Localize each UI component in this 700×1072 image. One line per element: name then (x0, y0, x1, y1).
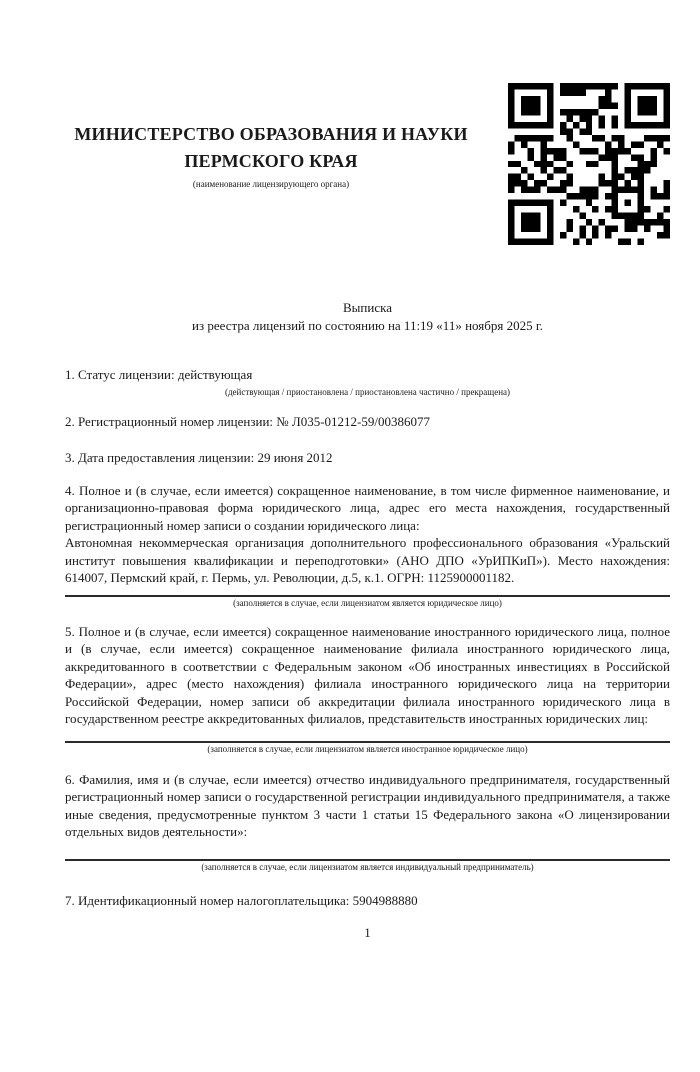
legal-entity-intro: 4. Полное и (в случае, если имеется) сокращенное наименование, в том числе фирменное наименование, и организационно-правовая форма юридического лица, адрес его места нахождения, государственный регистрационный номер записи о создании юридического лица: (65, 482, 670, 533)
license-extract-page (0, 83, 700, 1072)
page-number: 1 (364, 925, 371, 940)
license-status-caption: (действующая / приостановлена / приостановлена частично / прекращена) (224, 386, 511, 397)
document-title-line1: Выписка (343, 300, 392, 315)
taxpayer-inn: 7. Идентификационный номер налогоплательщика: 5904988880 (65, 892, 418, 908)
license-status: 1. Статус лицензии: действующая (65, 367, 253, 382)
individual-entrepreneur-field-line (65, 859, 670, 861)
individual-entrepreneur-section: 6. Фамилия, имя и (в случае, если имеется) отчество индивидуального предпринимателя, государственный регистрационный номер записи о государственной регистрации индивидуального предпринимателя, а также иные сведения, предусмотренные пунктом 3 части 1 статьи 15 Федерального закона «О лицензировании отдельных видов деятельности»: (65, 771, 670, 839)
legal-entity-field-line (65, 595, 670, 597)
qr-code-svg (508, 83, 670, 245)
grant-date: 3. Дата предоставления лицензии: 29 июня 2012 (65, 450, 333, 465)
qr-code (508, 83, 670, 245)
legal-entity-section (65, 482, 670, 587)
ministry-name-line2: ПЕРМСКОГО КРАЯ (184, 151, 358, 171)
legal-entity-caption: (заполняется в случае, если лицензиатом является юридическое лицо) (233, 597, 502, 608)
legal-entity-value: Автономная некоммерческая организация дополнительного профессионального образования «Уральский институт повышения квалификации и переподготовки» (АНО ДПО «УрИПКиП»). Место нахождения: 614007, Пермский край, г. Пермь, ул. Революции, д.5, к.1. ОГРН: 1125900001182. (65, 535, 670, 585)
document-header (65, 83, 670, 299)
ministry-name-line1: МИНИСТЕРСТВО ОБРАЗОВАНИЯ И НАУКИ (74, 124, 468, 144)
foreign-entity-section: 5. Полное и (в случае, если имеется) сокращенное наименование иностранного юридического лица, полное и (в случае, если имеется) сокращенное наименование филиала иностранного юридического лица, аккредитованного в соответствии с Федеральным законом «Об иностранных инвестициях в Российской Федерации», адрес (место нахождения) филиала иностранного юридического лица на территории Российской Федерации, номер записи об аккредитации филиала иностранного юридического лица в государственном реестре аккредитованных филиалов, представительств иностранных юридических лиц: (65, 623, 670, 726)
individual-entrepreneur-caption: (заполняется в случае, если лицензиатом является индивидуальный предприниматель) (201, 861, 534, 872)
document-title (65, 299, 670, 334)
document-title-line2: из реестра лицензий по состоянию на 11:19 «11» ноября 2025 г. (192, 317, 543, 333)
licensing-authority-caption: (наименование лицензирующего органа) (192, 179, 350, 189)
licensing-authority (65, 121, 477, 190)
foreign-entity-caption: (заполняется в случае, если лицензиатом является иностранное юридическое лицо) (207, 743, 528, 754)
registration-number: 2. Регистрационный номер лицензии: № Л035-01212-59/00386077 (65, 413, 431, 429)
foreign-entity-field-line (65, 741, 670, 743)
